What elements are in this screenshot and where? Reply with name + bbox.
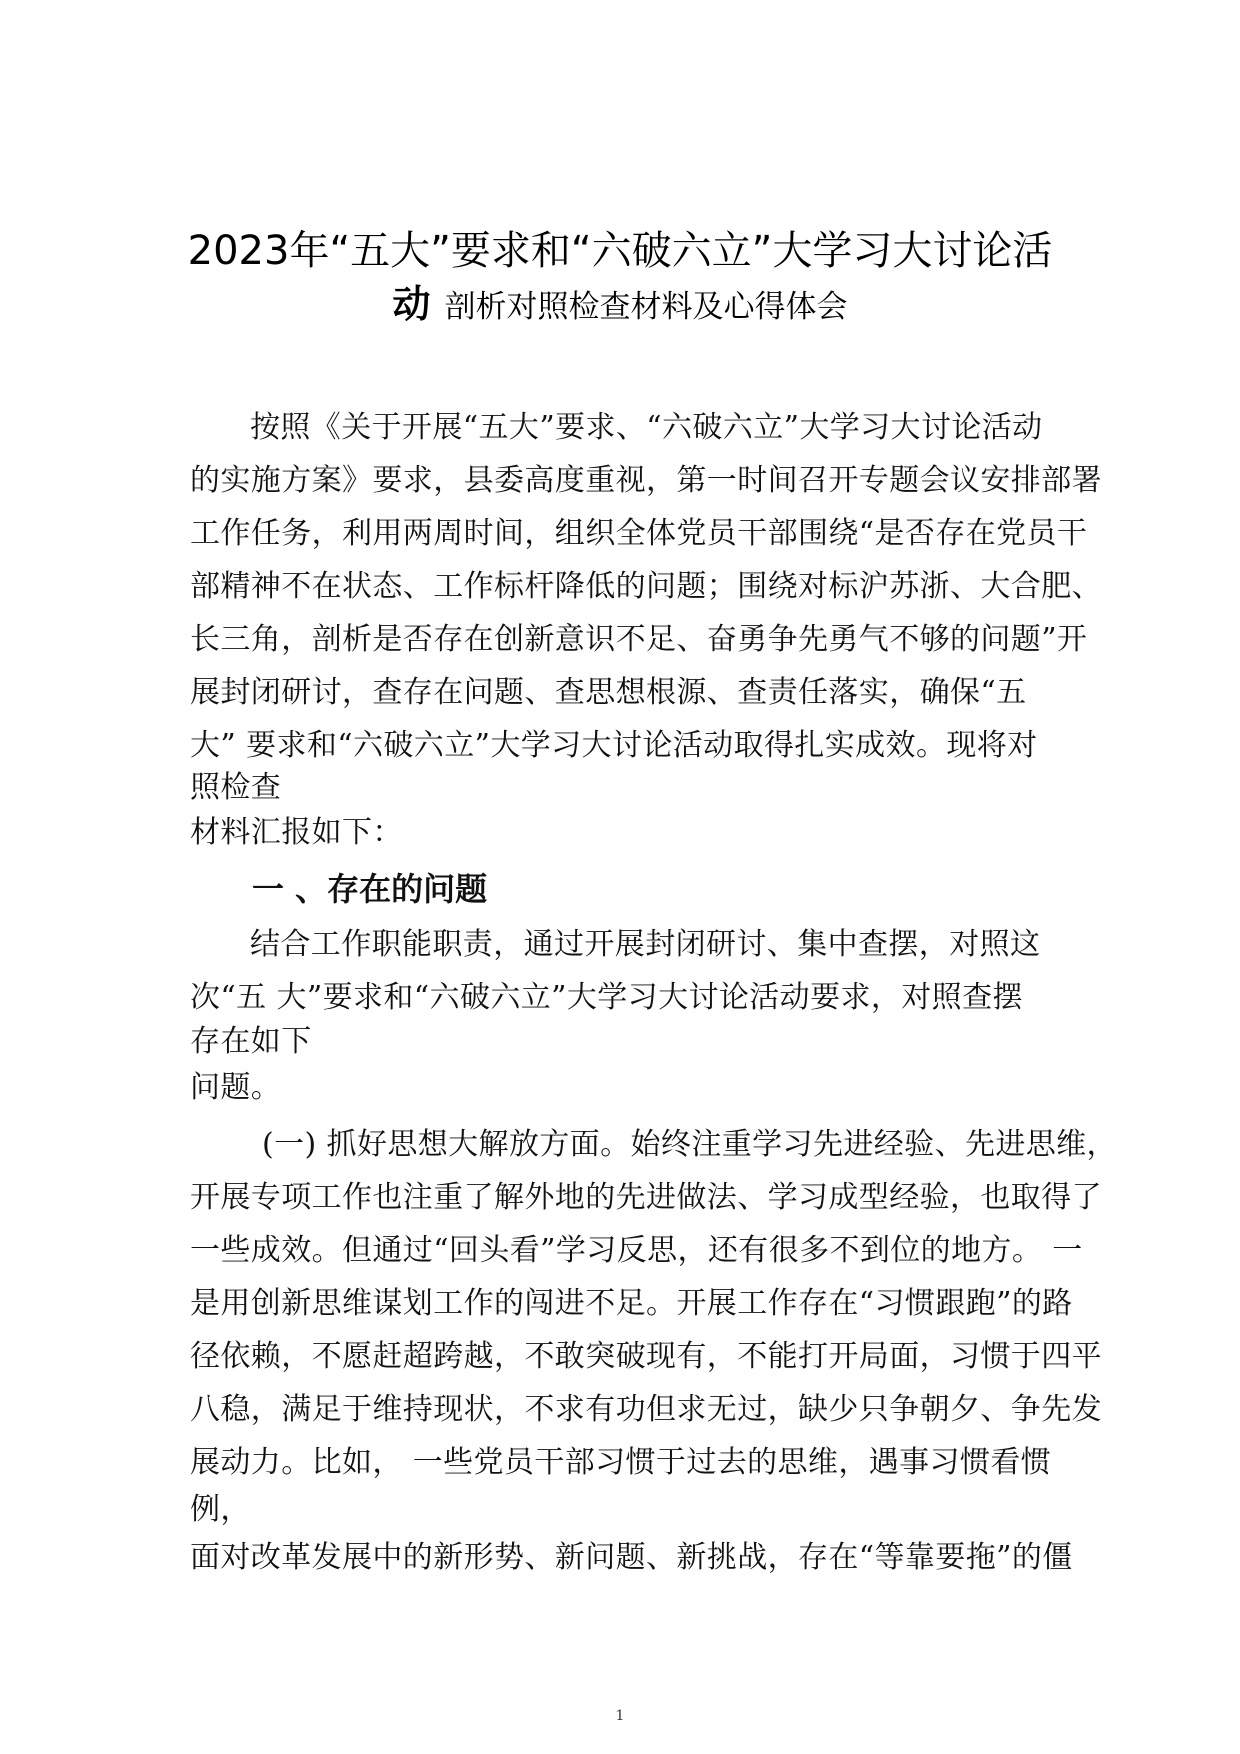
intro-line: 展封闭研讨，查存在问题、查思想根源、查责任落实，确保“五: [190, 675, 1027, 710]
subsection-line: 径依赖，不愿赶超跨越，不敢突破现有，不能打开局面，习惯于四平: [190, 1339, 1102, 1374]
subsection-line: 例，: [190, 1492, 251, 1527]
subsection-line: (一) 抓好思想大解放方面。始终注重学习先进经验、先进思维，: [262, 1127, 1117, 1162]
section-intro-line: 结合工作职能职责，通过开展封闭研讨、集中查摆，对照这: [250, 927, 1041, 962]
intro-line: 工作任务，利用两周时间，组织全体党员干部围绕“是否存在党员干: [190, 516, 1088, 551]
subsection-line: 面对改革发展中的新形势、新问题、新挑战，存在“等靠要拖”的僵: [190, 1540, 1073, 1575]
title-rest: 剖析对照检查材料及心得体会: [444, 289, 848, 325]
subsection-line: 展动力。比如， 一些党员干部习惯于过去的思维，遇事习惯看惯: [190, 1445, 1052, 1480]
intro-line: 大” 要求和“六破六立”大学习大讨论活动取得扎实成效。现将对: [190, 728, 1038, 763]
subsection-line: 是用创新思维谋划工作的闯进不足。开展工作存在“习惯跟跑”的路: [190, 1286, 1073, 1321]
intro-line: 长三角，剖析是否存在创新意识不足、奋勇争先勇气不够的问题”开: [190, 622, 1088, 657]
intro-line: 照检查: [190, 770, 282, 805]
intro-line: 材料汇报如下：: [190, 815, 403, 850]
section-intro-line: 次“五 大”要求和“六破六立”大学习大讨论活动要求，对照查摆: [190, 980, 1023, 1015]
document-title-line-2: [0, 282, 1240, 329]
intro-line: 的实施方案》要求，县委高度重视，第一时间召开专题会议安排部署: [190, 463, 1102, 498]
section-heading: 一 、存在的问题: [252, 870, 488, 908]
intro-line: 部精神不在状态、工作标杆降低的问题；围绕对标沪苏浙、大合肥、: [190, 569, 1102, 604]
section-intro-line: 存在如下: [190, 1024, 312, 1059]
document-title-line-1: 2023年“五大”要求和“六破六立”大学习大讨论活: [187, 228, 1053, 274]
section-intro-line: 问题。: [190, 1070, 282, 1105]
page-number: 1: [615, 1708, 625, 1724]
title-first-char: 动: [392, 282, 431, 326]
subsection-line: 八稳，满足于维持现状，不求有功但求无过，缺少只争朝夕、争先发: [190, 1392, 1102, 1427]
subsection-line: 开展专项工作也注重了解外地的先进做法、学习成型经验，也取得了: [190, 1180, 1102, 1215]
subsection-line: 一些成效。但通过“回头看”学习反思，还有很多不到位的地方。 一: [190, 1233, 1083, 1268]
intro-line: 按照《关于开展“五大”要求、“六破六立”大学习大讨论活动: [250, 410, 1043, 445]
